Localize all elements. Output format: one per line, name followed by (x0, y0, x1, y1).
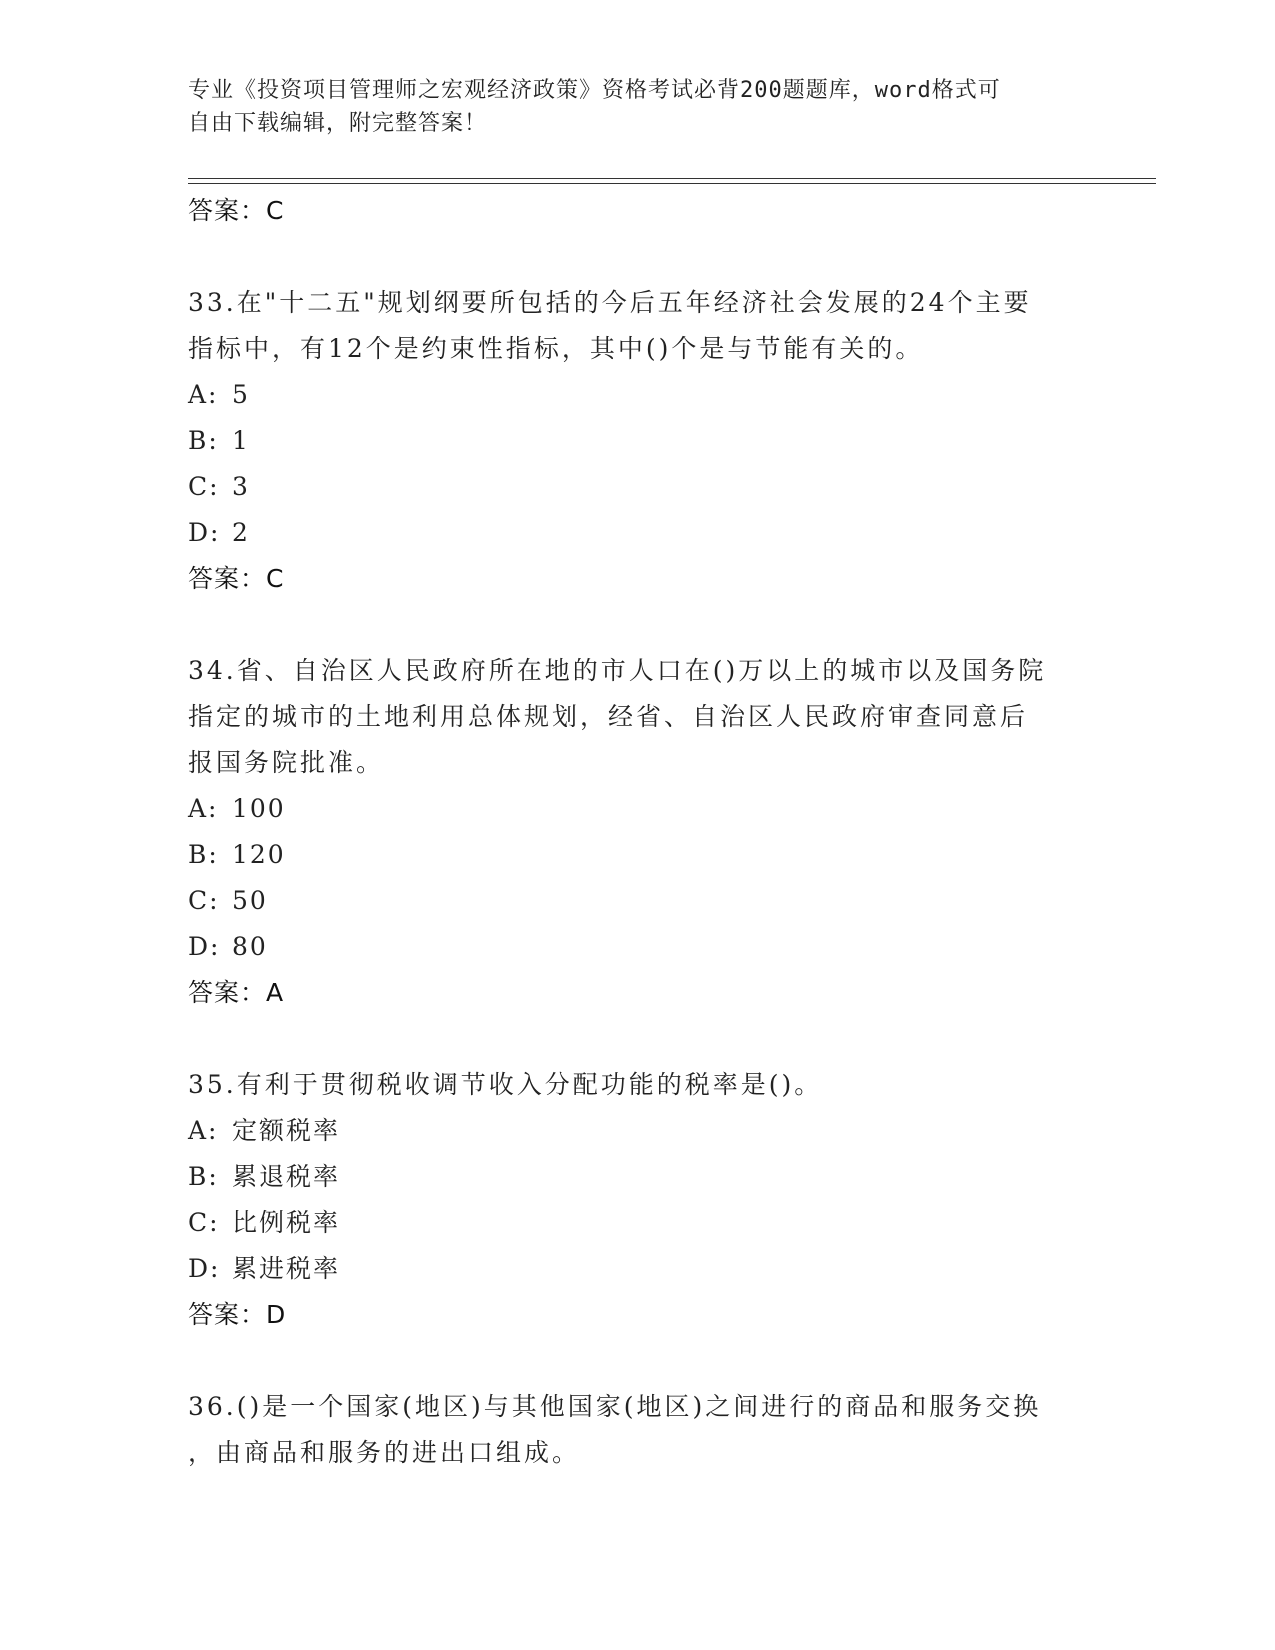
question-spacer (188, 1338, 1088, 1384)
option-text: 5 (232, 380, 250, 409)
option-row (188, 786, 1088, 832)
header-line: 专业《投资项目管理师之宏观经济政策》资格考试必背200题题库，word格式可 (188, 78, 1001, 103)
option-letter: D: (188, 932, 221, 961)
option-row (188, 1200, 1088, 1246)
option-text: 累退税率 (232, 1162, 341, 1191)
option-letter: D: (188, 1254, 221, 1283)
header-divider (188, 183, 1156, 184)
question-spacer (188, 602, 1088, 648)
option-text: 100 (232, 794, 286, 823)
question-block (188, 280, 1088, 602)
option-letter: B: (188, 1162, 219, 1191)
document-header (188, 74, 1088, 140)
question-text: ，由商品和服务的进出口组成。 (188, 1438, 581, 1467)
question-list (188, 188, 1088, 1476)
option-text: 120 (232, 840, 286, 869)
question-text: 35.有利于贯彻税收调节收入分配功能的税率是()。 (188, 1070, 823, 1099)
option-row (188, 510, 1088, 556)
answer-line: 答案：A (188, 978, 285, 1007)
question-text: 指标中，有12个是约束性指标，其中()个是与节能有关的。 (188, 334, 924, 363)
option-row (188, 924, 1088, 970)
option-letter: A: (188, 380, 219, 409)
option-row (188, 878, 1088, 924)
option-text: 定额税率 (232, 1116, 341, 1145)
option-letter: D: (188, 518, 221, 547)
option-text: 50 (232, 886, 268, 915)
option-letter: C: (188, 1208, 220, 1237)
question-block (188, 1384, 1088, 1476)
question-spacer (188, 1016, 1088, 1062)
option-text: 3 (232, 472, 250, 501)
option-letter: C: (188, 472, 220, 501)
question-text: 33.在"十二五"规划纲要所包括的今后五年经济社会发展的24个主要 (188, 288, 1032, 317)
option-row (188, 1108, 1088, 1154)
header-divider (188, 178, 1156, 179)
header-line: 自由下载编辑，附完整答案！ (188, 111, 488, 136)
question-text: 36.()是一个国家(地区)与其他国家(地区)之间进行的商品和服务交换 (188, 1392, 1042, 1421)
question-text: 34.省、自治区人民政府所在地的市人口在()万以上的城市以及国务院 (188, 656, 1047, 685)
option-text: 累进税率 (232, 1254, 341, 1283)
option-letter: B: (188, 840, 219, 869)
option-letter: C: (188, 886, 220, 915)
option-letter: A: (188, 1116, 219, 1145)
option-letter: B: (188, 426, 219, 455)
question-text: 指定的城市的土地利用总体规划，经省、自治区人民政府审查同意后 (188, 702, 1029, 731)
question-spacer (188, 234, 1088, 280)
option-text: 80 (232, 932, 268, 961)
question-block (188, 1062, 1088, 1338)
answer-line: 答案：C (188, 196, 285, 225)
option-text: 2 (232, 518, 250, 547)
option-text: 比例税率 (232, 1208, 341, 1237)
question-text: 报国务院批准。 (188, 748, 385, 777)
option-row (188, 418, 1088, 464)
option-row (188, 464, 1088, 510)
option-letter: A: (188, 794, 219, 823)
option-row (188, 372, 1088, 418)
question-block (188, 648, 1088, 1016)
answer-line: 答案：C (188, 564, 285, 593)
option-row (188, 1154, 1088, 1200)
option-row (188, 1246, 1088, 1292)
answer-line: 答案：D (188, 1300, 287, 1329)
option-text: 1 (232, 426, 250, 455)
option-row (188, 832, 1088, 878)
